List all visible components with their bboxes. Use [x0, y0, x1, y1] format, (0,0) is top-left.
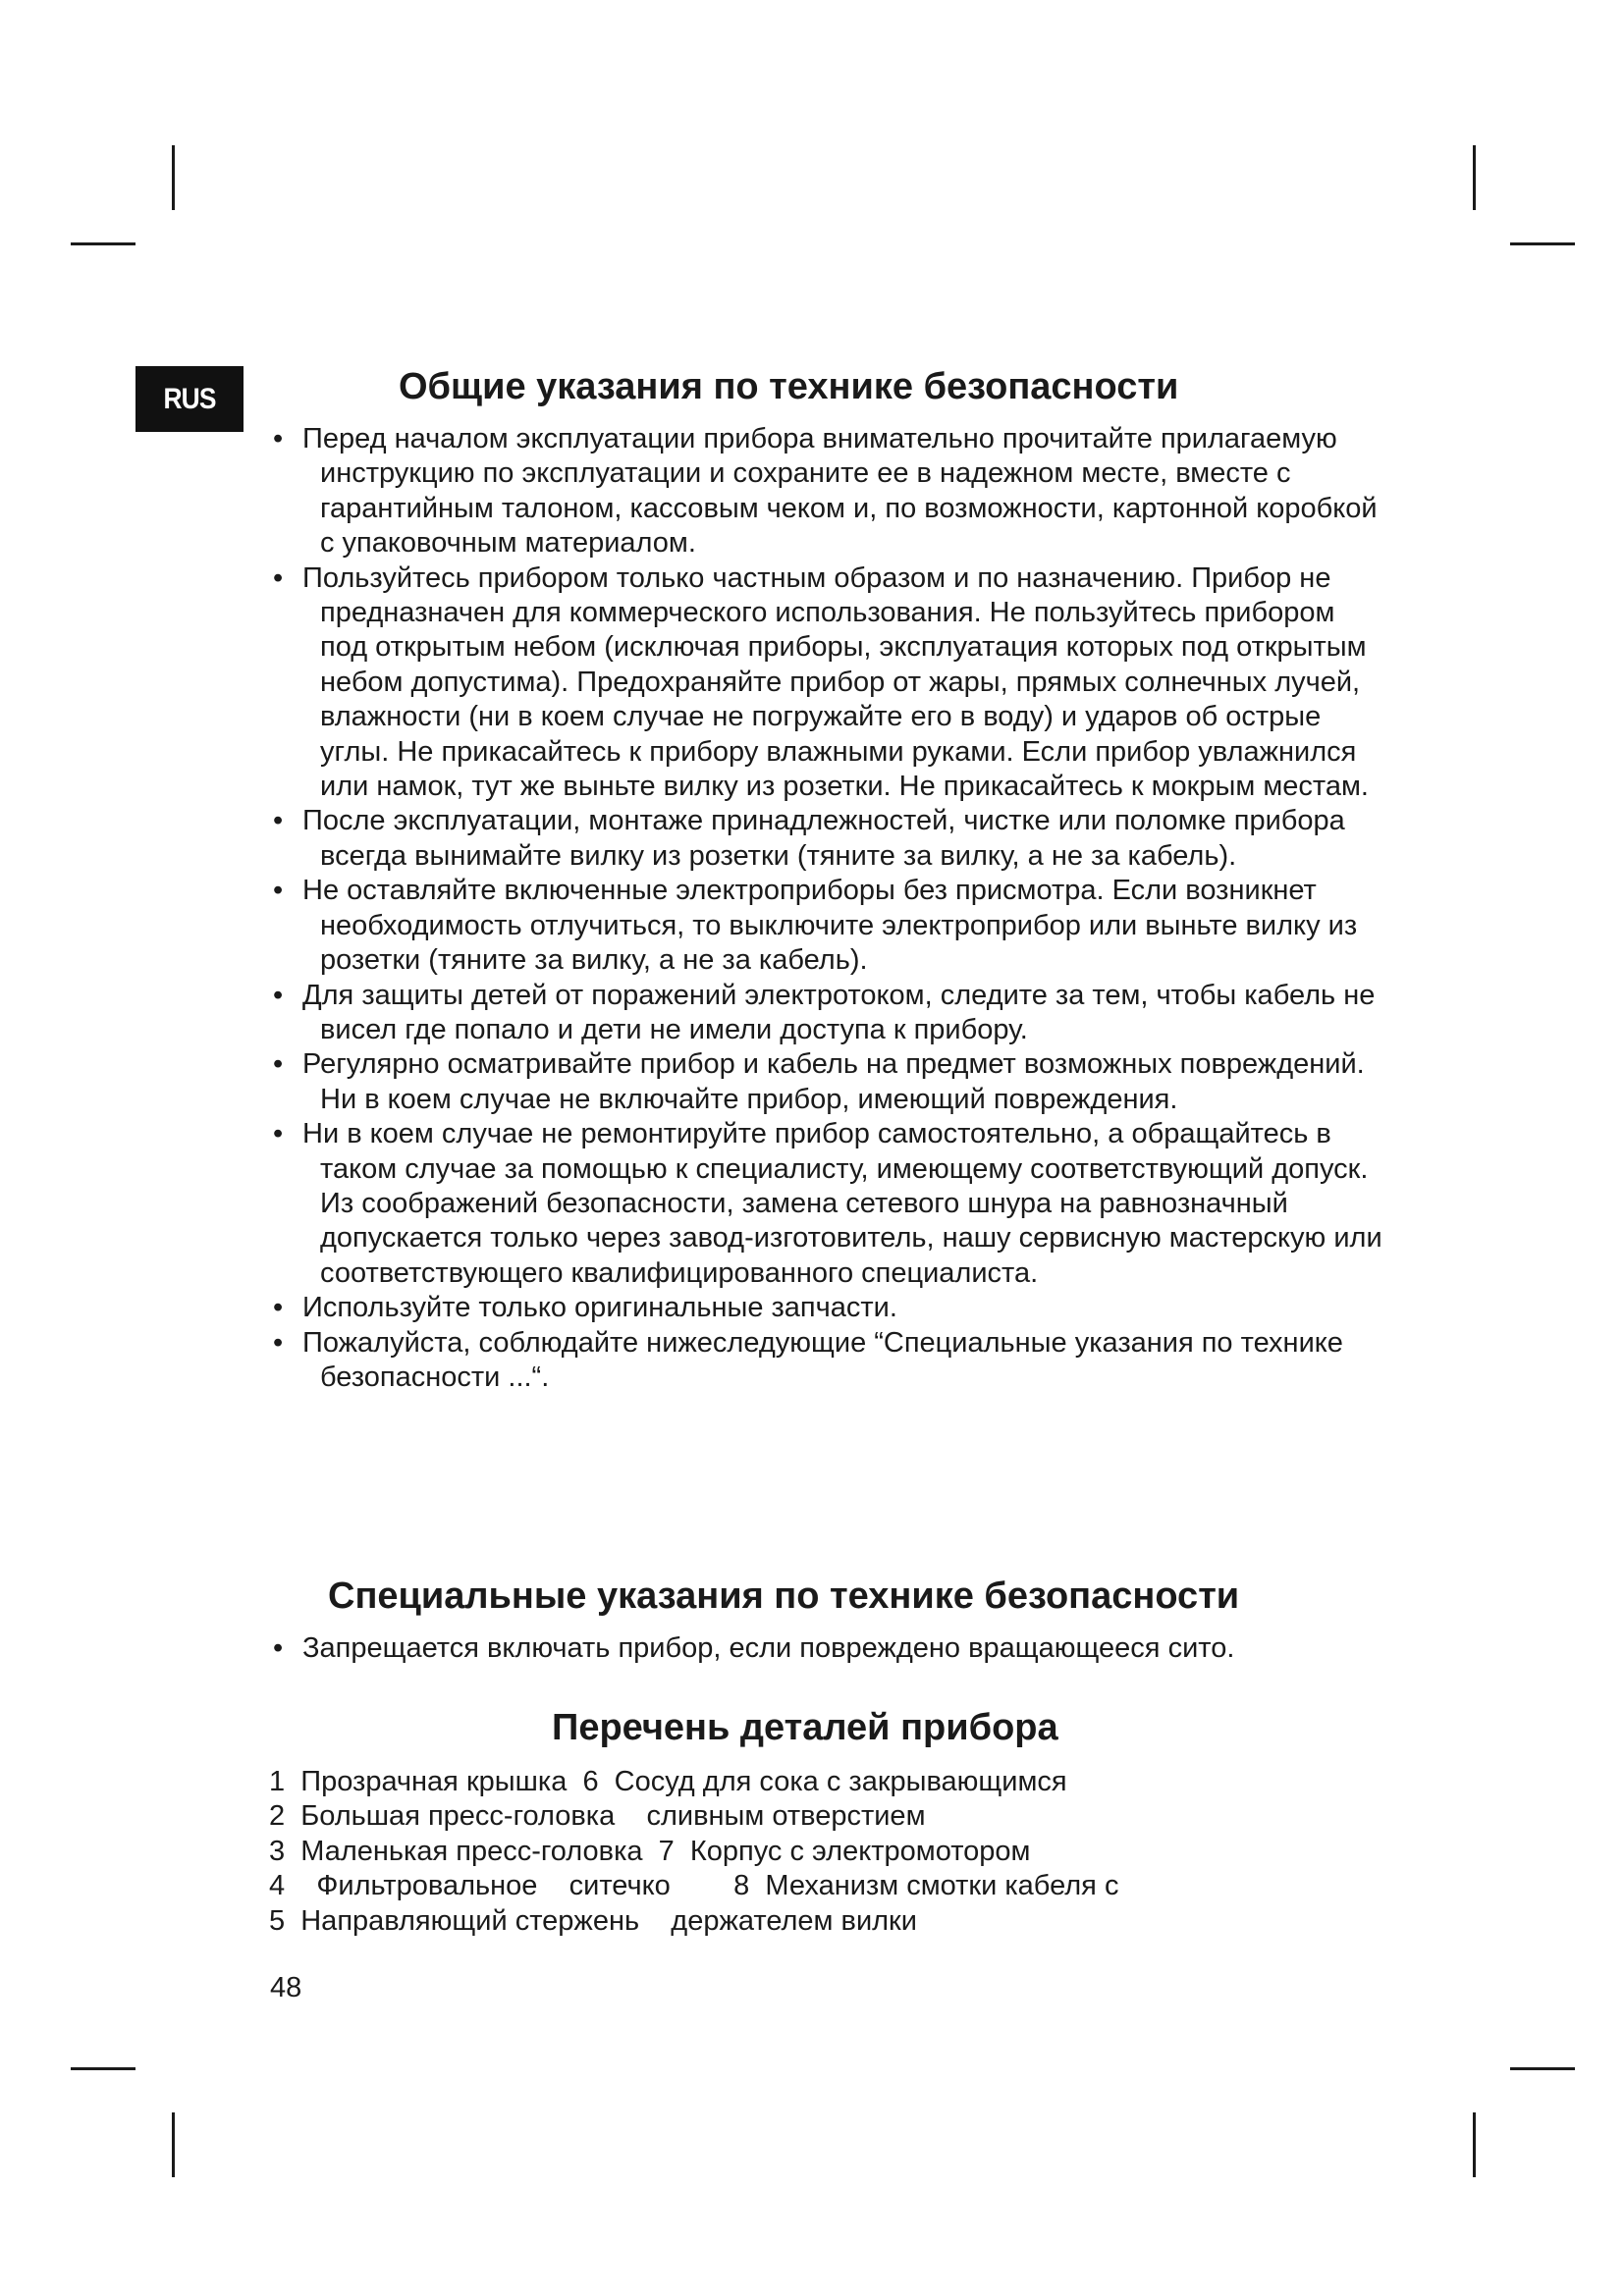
parts-list-line: 5 Направляющий стержень держателем вилки [269, 1904, 917, 1937]
bullet-icon: • [273, 875, 284, 907]
crop-mark-bottom-right-horizontal [1510, 2067, 1575, 2070]
special-safety-list [269, 1631, 1388, 1666]
bullet-icon: • [273, 1118, 284, 1150]
list-item: • После эксплуатации, монтаже принадлежностей, чистке или поломке прибора всегда вынимайте вилку из розетки (тяните за вилку, а не за кабель). [273, 805, 1345, 872]
special-safety-title: Специальные указания по технике безопасности [328, 1575, 1240, 1617]
parts-list-line: 2 Большая пресс-головка сливным отверстием [269, 1800, 926, 1833]
bullet-icon: • [273, 423, 284, 454]
list-item: • Регулярно осматривайте прибор и кабель на предмет возможных повреждений. Ни в коем случае не включайте прибор, имеющий повреждения. [273, 1048, 1365, 1115]
bullet-icon: • [273, 1048, 284, 1081]
list-item: • Пользуйтесь прибором только частным образом и по назначению. Прибор не предназначен для коммерческого использования. Не пользуйтесь прибором под открытым небом (исключая приборы, эксплуатация которых под открытым небом допустима). Предохраняйте прибор от жары, прямых солнечных лучей, влажности (ни в коем случае не погружайте его в воду) и ударов об острые углы. Не прикасайтесь к прибору влажными руками. Если прибор увлажнился или намок, тут же выньте вилку из розетки. Не прикасайтесь к мокрым местам. [273, 561, 1369, 803]
list-item: • Запрещается включать прибор, если повреждено вращающееся сито. [269, 1631, 1388, 1666]
parts-list [269, 1765, 1118, 1939]
language-tab: RUS [135, 366, 244, 432]
list-item: • Используйте только оригинальные запчасти. [269, 1291, 1388, 1325]
list-item: • Для защиты детей от поражений электротоком, следите за тем, чтобы кабель не висел где попало и дети не имели доступа к прибору. [273, 979, 1376, 1045]
bullet-icon: • [273, 1632, 284, 1664]
parts-list-line: 4 Фильтровальное ситечко 8 Механизм смотки кабеля с [269, 1870, 1119, 1902]
bullet-icon: • [273, 1326, 284, 1359]
crop-mark-bottom-left-vertical [172, 2112, 175, 2177]
general-safety-list [269, 422, 1388, 1395]
list-item: • Перед началом эксплуатации прибора внимательно прочитайте прилагаемую инструкцию по эксплуатации и сохраните ее в надежном месте, вместе с гарантийным талоном, кассовым чеком и, по возможности, картонной коробкой с упаковочным материалом. [273, 423, 1378, 560]
crop-mark-top-left-horizontal [71, 242, 135, 245]
parts-list-line: 1 Прозрачная крышка 6 Сосуд для сока с закрывающимся [269, 1766, 1067, 1797]
list-item: • Ни в коем случае не ремонтируйте прибор самостоятельно, а обращайтесь в таком случае за помощью к специалисту, имеющему соответствующий допуск. Из соображений безопасности, замена сетевого шнура на равнозначный допускается только через завод-изготовитель, нашу сервисную мастерскую или соответствующего квалифицированного специалиста. [273, 1118, 1382, 1289]
crop-mark-top-right-horizontal [1510, 242, 1575, 245]
list-item: • Пожалуйста, соблюдайте нижеследующие “Специальные указания по технике безопасности ...“. [273, 1326, 1343, 1393]
crop-mark-bottom-right-vertical [1473, 2112, 1476, 2177]
bullet-icon: • [273, 561, 284, 594]
parts-list-line: 3 Маленькая пресс-головка 7 Корпус с электромотором [269, 1835, 1031, 1867]
bullet-icon: • [273, 979, 284, 1011]
bullet-icon: • [273, 805, 284, 837]
page-number: 48 [270, 1972, 302, 2003]
crop-mark-bottom-left-horizontal [71, 2067, 135, 2070]
general-safety-title: Общие указания по технике безопасности [399, 366, 1179, 407]
list-item: • Не оставляйте включенные электроприборы без присмотра. Если возникнет необходимость отлучиться, то выключите электроприбор или выньте вилку из розетки (тяните за вилку, а не за кабель). [273, 875, 1358, 977]
crop-mark-top-left-vertical [172, 145, 175, 210]
parts-list-title: Перечень деталей прибора [552, 1707, 1058, 1748]
crop-mark-top-right-vertical [1473, 145, 1476, 210]
bullet-icon: • [273, 1292, 284, 1324]
